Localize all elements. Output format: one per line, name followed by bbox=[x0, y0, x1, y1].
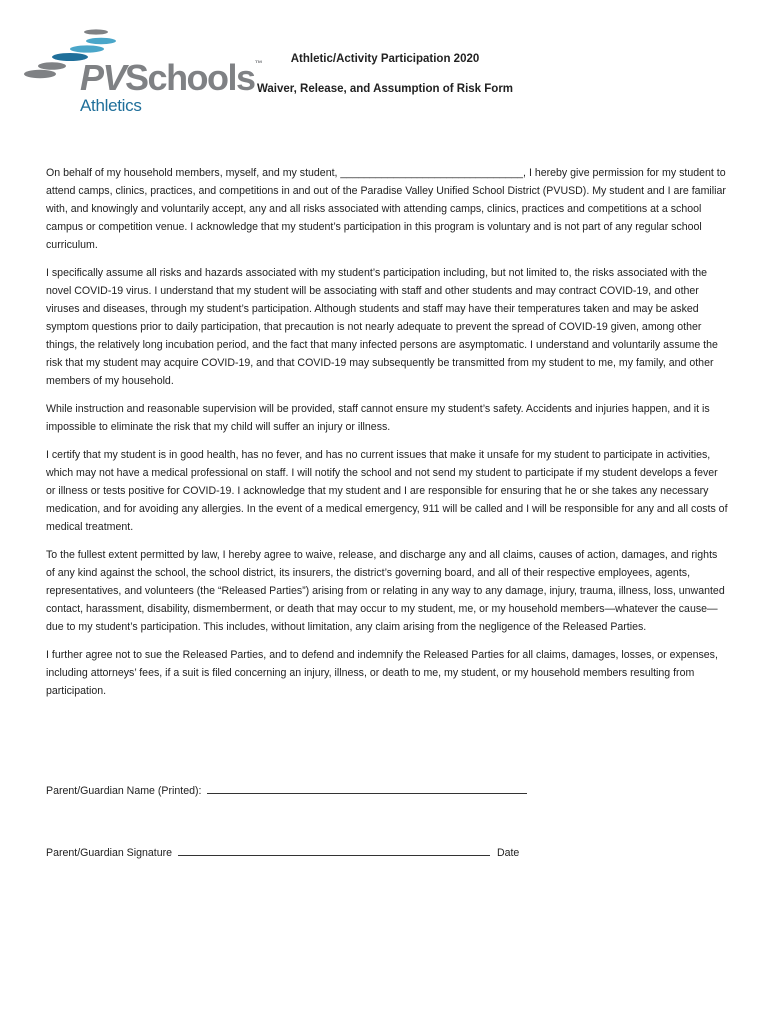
logo-wordmark: PVSchools™ bbox=[80, 57, 262, 98]
pvschools-athletics-logo bbox=[22, 26, 262, 118]
paragraph-permission: On behalf of my household members, myself, and my student, _______________________________, I hereby give permission for my student to attend camps, clinics, practices, and competitions in and out of the Paradise Valley Unified School District (PVUSD). My student and I are familiar with, and knowingly and voluntarily accept, any and all risks associated with attending camps, clinics, practices and competitions at a school campus or competition venue. I acknowledge that my student’s participation in this program is voluntary and is not part of any regular school curriculum. bbox=[46, 167, 726, 251]
form-subtitle: Waiver, Release, and Assumption of Risk Form bbox=[256, 83, 514, 95]
date-label: Date bbox=[496, 847, 520, 859]
form-title: Athletic/Activity Participation 2020 bbox=[290, 53, 480, 65]
parent-signature-label: Parent/Guardian Signature bbox=[46, 847, 175, 859]
logo-subtitle: Athletics bbox=[80, 96, 142, 115]
parent-name-label: Parent/Guardian Name (Printed): bbox=[46, 785, 205, 797]
paragraph-release: To the fullest extent permitted by law, I hereby agree to waive, release, and discharge any and all claims, causes of action, damages, and rights of any kind against the school, the school district, its insurers, the district’s governing board, and all of their respective employees, agents, representatives, and volunteers (the “Released Parties”) arising from or relating in any way to any damage, injury, trauma, illness, loss, unwanted contact, harassment, disability, dismemberment, or death that may occur to my student, me, or my household members—whatever the cause—due to my student’s participation. This includes, without limitation, any claim arising from the negligence of the Released Parties. bbox=[46, 549, 725, 633]
paragraph-safety: While instruction and reasonable supervision will be provided, staff cannot ensure my student’s safety. Accidents and injuries happen, and it is impossible to eliminate the risk that my child will suffer an injury or illness. bbox=[46, 403, 710, 433]
waiver-body bbox=[46, 164, 728, 710]
paragraph-indemnify: I further agree not to sue the Released Parties, and to defend and indemnify the Released Parties for all claims, damages, losses, or expenses, including attorneys’ fees, if a suit is filed concerning an injury, illness, or death to me, my student, or my household members resulting from participation. bbox=[46, 649, 718, 697]
paragraph-health-certification: I certify that my student is in good health, has no fever, and has no current issues that make it unsafe for my student to participate in activities, which may not have a medical professional on staff. I will notify the school and not send my student to participate if my student develops a fever or illness or tests positive for COVID-19. I acknowledge that my student and I are responsible for ensuring that he or she takes any necessary medication, and for avoiding any allergies. In the event of a medical emergency, 911 will be called and I will be responsible for any and all costs of medical treatment. bbox=[46, 449, 728, 533]
parent-signature-field[interactable] bbox=[178, 845, 490, 856]
parent-name-field[interactable] bbox=[207, 783, 527, 794]
parent-name-line bbox=[46, 783, 527, 797]
parent-signature-line bbox=[46, 845, 519, 859]
paragraph-covid-risk: I specifically assume all risks and hazards associated with my student’s participation including, but not limited to, the risks associated with the novel COVID-19 virus. I understand that my student will be associating with staff and other students and may contract COVID-19, and other viruses and diseases, through my student’s participation. Although students and staff may have their temperatures taken and may be asked symptom questions prior to daily participation, that precaution is not nearly adequate to prevent the spread of COVID-19 given, among other things, the relatively long incubation period, and the fact that many infected persons are asymptomatic. I understand and voluntarily assume the risk that my student may acquire COVID-19, and that COVID-19 may subsequently be transmitted from my student to me, my family, and other members of my household. bbox=[46, 267, 718, 387]
